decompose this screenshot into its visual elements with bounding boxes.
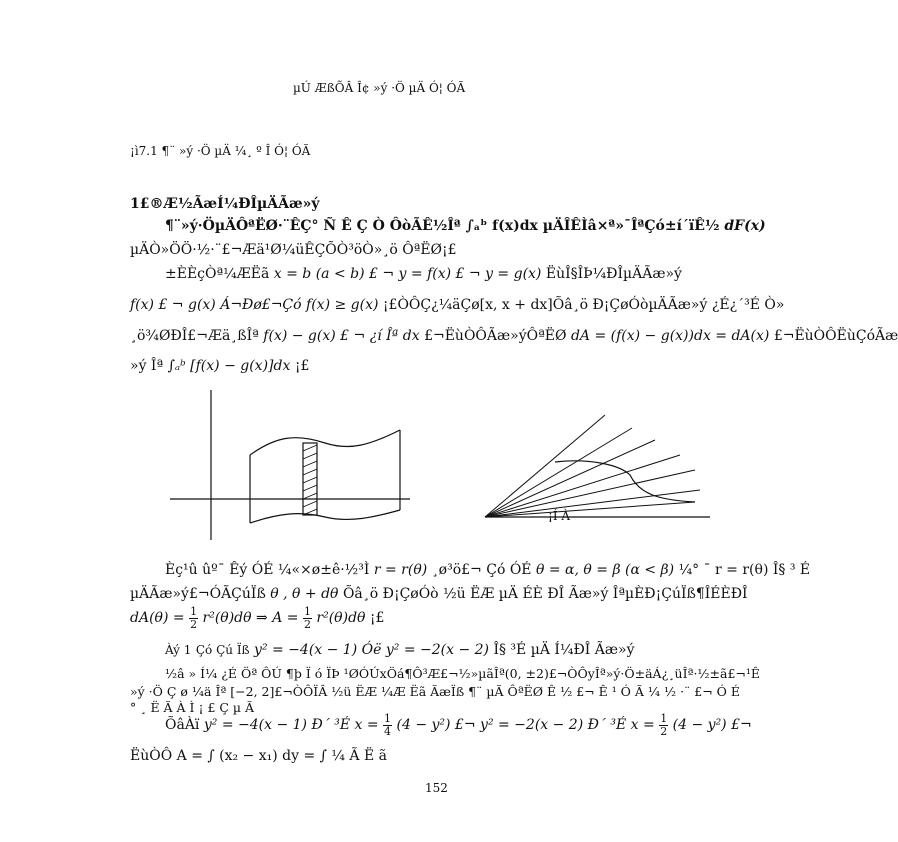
text-run: ±ÈÈçÒª¼ÆËã [165, 266, 270, 282]
text-run: µÄÎÊÌâ×ª»¯ÎªÇó±í´ïÊ½ [542, 218, 720, 234]
denominator: 2 [660, 724, 668, 738]
math-expr: r²(θ)dθ ⇒ A = [202, 610, 299, 626]
radial-lines [485, 415, 700, 517]
denominator: 2 [190, 617, 198, 631]
text-run: ÕâÀï [165, 717, 200, 733]
numerator: 1 [384, 711, 392, 725]
paragraph-line-5 [130, 328, 898, 344]
text-run: ¸ö¾ØÐÎ£¬Æä¸ßÎª [130, 328, 259, 344]
text-run: ¶¨»ý·ÖµÄÔªËØ·¨ÊÇ° Ñ Ê Ç Ò ÔòÃÊ½Îª [165, 218, 461, 234]
text-run: £¬ËùÒÔËùÇóÃæ [773, 328, 898, 344]
fraction-one-half [189, 606, 198, 631]
math-expr: θ , θ + dθ [270, 586, 339, 602]
fraction-one-half [659, 713, 668, 738]
text-run: ¸ø³ö£¬ Çó ÓÉ [431, 562, 532, 578]
numerator: 1 [660, 711, 668, 725]
text-run: ¡£ [294, 358, 310, 374]
lower-curve-g [250, 510, 400, 523]
section-heading: ¡ì7.1 ¶¨ »ý ·Ö µÄ ¼¸ º Î Ó¦ ÓÃ [130, 144, 311, 158]
figure-area-between-curves [165, 385, 415, 545]
text-run: £¬ËùÒÔÃæ»ýÔªËØ [424, 328, 567, 344]
math-expr: y² = −4(x − 1) Óë y² = −2(x − 2) [254, 642, 489, 658]
strip-hatching [303, 445, 317, 515]
math-expr: dF(x) [724, 218, 766, 234]
math-expr: r²(θ)dθ [316, 610, 366, 626]
text-run: Î§ ³É µÄ Í¼ÐÎ Ãæ»ý [493, 642, 635, 658]
integral-expr: ∫ₐᵇ f(x)dx [465, 218, 538, 234]
text-run: µÄÃæ»ý£¬ÓÃÇúÏß [130, 586, 266, 602]
paragraph-line-7 [165, 562, 810, 578]
paragraph-line-12: ° ¸ Ë Ã À Ì ¡ £ Ç µ Ã [130, 700, 255, 715]
figure-polar-sector [480, 410, 720, 525]
polar-curve [555, 461, 695, 502]
math-expr: f(x) − g(x) £ ¬ ¿í Îª dx [263, 328, 420, 344]
denominator: 2 [303, 617, 311, 631]
paragraph-line-10: ½â » Í¼ ¿É Öª ÔÚ ¶þ Ï ó ÏÞ ¹ØÓÚxÖá¶Ô³Æ£¬½»µãÎª(0, ±2)£¬ÒÔyÎª»ý·Ö±äÁ¿¸üÎª·½±ã£¬¹Ê [165, 666, 761, 681]
text-run: Çó Çú Ïß [195, 643, 250, 657]
paragraph-line-11: »ý ·Ö Ç ø ¼ä Îª [−2, 2]£¬ÒÔÏÂ ½ü ËÆ ¼Æ Ëã ÃæÏß ¶¨ µÃ ÔªËØ Ê ½ £¬ Ê ¹ Ó Ã ¼ ½ ·¨ £¬ Ó É [130, 684, 741, 699]
paragraph-line-6 [130, 358, 309, 374]
paragraph-line-8 [130, 586, 748, 602]
example-label: Àý 1 [165, 643, 192, 657]
math-expr: f(x) £ ¬ g(x) Á¬Ðø£¬Çó [130, 297, 302, 313]
text-run: ¡£ [369, 610, 385, 626]
paragraph-line-1 [165, 218, 766, 234]
paragraph-line-13 [165, 710, 752, 740]
math-expr: dA(θ) = [130, 610, 185, 626]
upper-curve-f [250, 430, 400, 455]
math-expr: ∫ₐᵇ [f(x) − g(x)]dx [167, 358, 291, 374]
math-expr: f(x) ≥ g(x) [306, 297, 379, 313]
math-expr: y² = −4(x − 1) Ð´ ³É x = [203, 717, 379, 733]
paragraph-line-4 [130, 297, 784, 313]
numerator: 1 [303, 604, 311, 618]
math-expr: x = b (a < b) £ ¬ y = f(x) £ ¬ y = g(x) [273, 266, 542, 282]
text-run: Õâ¸ö Ð¡ÇøÓò ½ü ËÆ µÄ ÉÈ ÐÎ Ãæ»ý ÎªµÈÐ¡ÇúÏß¶ÎÉÈÐÎ [342, 586, 748, 602]
math-expr: (4 − y²) £¬ [396, 717, 476, 733]
text-run: ¡£ÒÔÇ¿¼äÇø[x, x + dx]Õâ¸ö Ð¡ÇøÓòµÄÃæ»ý ¿É¿´³É Ò» [382, 297, 785, 313]
page-number: 152 [425, 781, 448, 795]
math-expr: r = r(θ) [373, 562, 428, 578]
fraction-one-half [303, 606, 312, 631]
paragraph-line-3 [165, 266, 682, 282]
math-expr: θ = α, θ = β (α < β) [535, 562, 675, 578]
text-run: ËùÎ§ÎÞ¼ÐÎµÄÃæ»ý [545, 266, 682, 282]
math-expr: (4 − y²) £¬ [672, 717, 752, 733]
math-expr: y² = −2(x − 2) Ð´ ³É x = [480, 717, 655, 733]
subsection-heading: 1£®Æ½ÃæÍ¼ÐÎµÄÃæ»ý [130, 196, 320, 212]
text-run: ¼° ¯ r = r(θ) Î§ ³ É [678, 562, 811, 578]
text-run: Èç¹û ûº¯ Êý ÓÉ ¼«×ø±ê·½³Ì [165, 562, 370, 578]
fraction-one-quarter [383, 713, 392, 738]
numerator: 1 [190, 604, 198, 618]
denominator: 4 [384, 724, 392, 738]
paragraph-line-14: ËùÒÔ A = ∫ (x₂ − x₁) dy = ∫ ¼ Ã Ë ã [130, 748, 387, 764]
page-header: µÚ ÆßÕÂ Î¢ »ý ·Ö µÄ Ó¦ ÓÃ [293, 81, 466, 95]
example-1 [165, 642, 635, 658]
math-expr: dA = (f(x) − g(x))dx = dA(x) [570, 328, 770, 344]
polar-area-formula [130, 604, 384, 632]
figure-caption-right: ¡Í À [548, 509, 571, 523]
text-run: »ý Îª [130, 358, 164, 374]
paragraph-line-2: µÄÒ»ÖÖ·½·¨£¬Æä¹Ø¼üÊÇÕÒ³öÒ»¸ö ÔªËØ¡£ [130, 242, 457, 258]
